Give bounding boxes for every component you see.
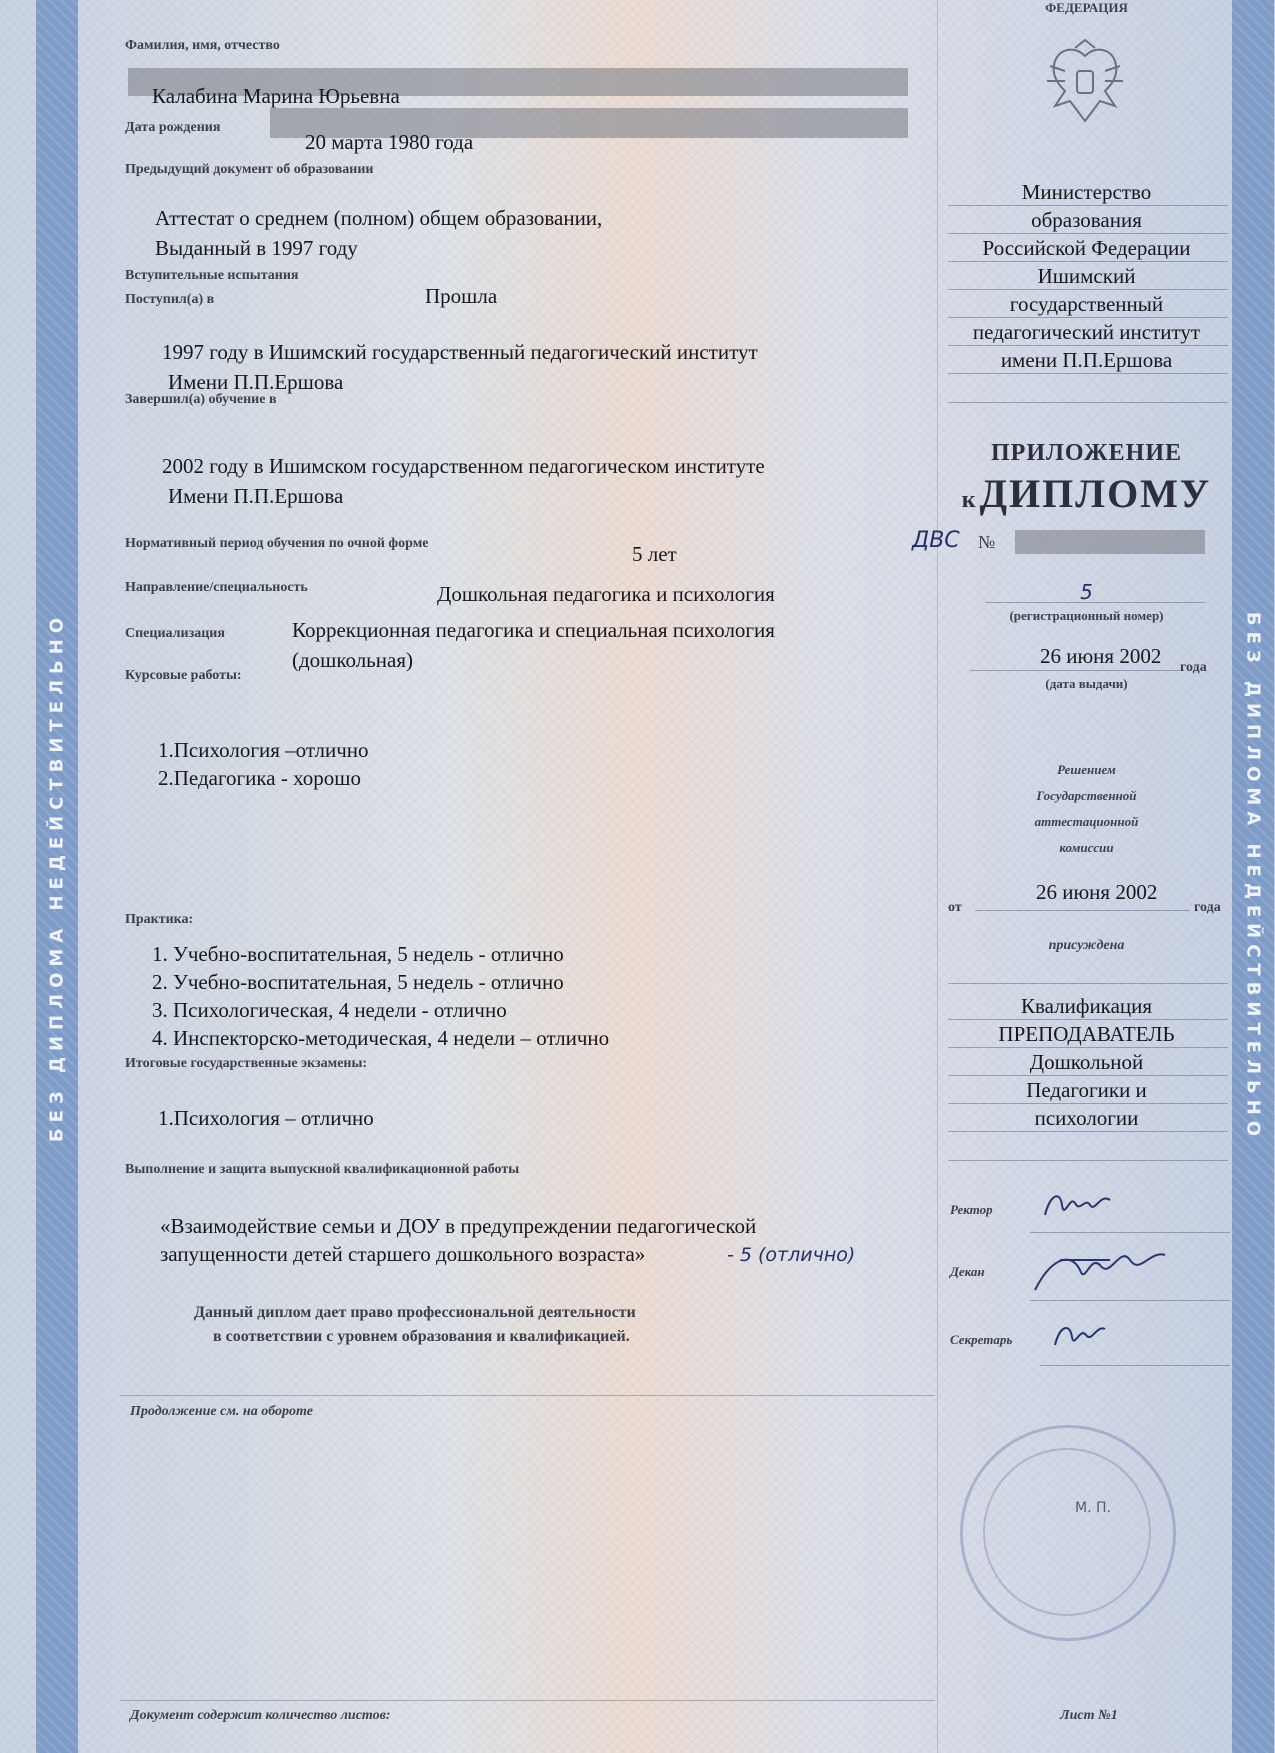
practice-label: Практика: [125, 912, 194, 927]
column-divider [937, 0, 938, 1753]
field-line [1040, 1365, 1230, 1366]
field-line [948, 373, 1228, 374]
field-line [985, 602, 1205, 603]
qualification-line: психологии [1034, 1106, 1139, 1130]
field-line [1030, 1232, 1230, 1233]
decision-line: комиссии [1059, 840, 1114, 855]
enrolled-line2: Имени П.П.Ершова [168, 370, 344, 394]
thesis-grade-handwritten: - 5 (отлично) [727, 1244, 856, 1266]
entrance-label: Вступительные испытания [125, 268, 299, 283]
decision-date: 26 июня 2002 [1036, 880, 1158, 904]
qualification-line: Дошкольной [1029, 1050, 1144, 1074]
practice-item: 3. Психологическая, 4 недели - отлично [152, 998, 507, 1022]
dob-value: 20 марта 1980 года [305, 130, 474, 154]
institution-line: государственный [1009, 292, 1164, 316]
from-word: от [948, 900, 962, 915]
institution-line: образования [1031, 208, 1142, 232]
field-line [948, 1047, 1228, 1048]
official-seal-inner-ring [983, 1448, 1151, 1616]
institution-line: Ишимский [1037, 264, 1136, 288]
period-label: Нормативный период обучения по очной форме [125, 536, 429, 551]
field-line [948, 1103, 1228, 1104]
decision-line: Государственной [1036, 788, 1137, 803]
issue-date-label: (дата выдачи) [1045, 676, 1128, 691]
rector-signature [1040, 1185, 1120, 1225]
decision-line: Решением [1057, 762, 1116, 777]
awarded-word: присуждена [1048, 938, 1125, 953]
coat-of-arms-emblem [1035, 36, 1135, 136]
direction-label: Направление/специальность [125, 580, 308, 595]
field-line [948, 205, 1228, 206]
institution-line: педагогический институт [972, 320, 1201, 344]
institution-line: Министерство [1021, 180, 1152, 204]
right-strip-text: БЕЗ ДИПЛОМА НЕДЕЙСТВИТЕЛЬНО [1242, 611, 1264, 1142]
prev-doc-label: Предыдущий документ об образовании [125, 162, 374, 177]
sheets-count-label: Документ содержит количество листов: [130, 1708, 391, 1723]
enrolled-line1: 1997 году в Ишимский государственный педагогический институт [162, 340, 758, 364]
thesis-label: Выполнение и защита выпускной квалификационной работы [125, 1162, 520, 1177]
diploma-number-redaction [1015, 530, 1205, 554]
appendix-diploma-word: ДИПЛОМУ [979, 471, 1212, 516]
coursework-item: 1.Психология –отлично [158, 738, 369, 762]
institution-line: Российской Федерации [982, 236, 1191, 260]
entrance-value: Прошла [425, 284, 498, 308]
field-line [948, 233, 1228, 234]
series-handwritten: ДВС [912, 528, 960, 553]
coursework-item: 2.Педагогика - хорошо [158, 766, 361, 790]
number-symbol: № [978, 532, 996, 552]
rights-line1: Данный диплом дает право профессиональной деятельности [194, 1304, 636, 1321]
appendix-k: к [961, 487, 976, 513]
field-line [948, 261, 1228, 262]
final-exam-item: 1.Психология – отлично [158, 1106, 374, 1130]
decision-line: аттестационной [1034, 814, 1139, 829]
right-security-strip [1232, 0, 1274, 1753]
stamp-place-label: М. П. [1075, 1500, 1111, 1516]
field-line [1030, 1300, 1230, 1301]
issue-date: 26 июня 2002 [1040, 644, 1162, 668]
qualification-line: Педагогики и [1026, 1078, 1147, 1102]
reg-number-label: (регистрационный номер) [1009, 608, 1164, 623]
prev-doc-line2: Выданный в 1997 году [155, 236, 358, 260]
prev-doc-line1: Аттестат о среднем (полном) общем образовании, [155, 206, 603, 230]
field-line [948, 1131, 1228, 1132]
period-value: 5 лет [632, 542, 677, 566]
field-line [975, 910, 1190, 911]
secretary-label: Секретарь [950, 1332, 1013, 1347]
specialization-line2: (дошкольная) [292, 648, 413, 672]
reg-number-handwritten: 5 [1080, 580, 1093, 604]
dob-label: Дата рождения [125, 120, 221, 135]
field-line [948, 983, 1228, 984]
practice-item: 1. Учебно-воспитательная, 5 недель - отлично [152, 942, 564, 966]
field-line [948, 1160, 1228, 1161]
field-line [948, 317, 1228, 318]
issue-year-word: года [1180, 660, 1207, 675]
thesis-line2: запущенности детей старшего дошкольного возраста» [160, 1242, 646, 1266]
footer-separator [120, 1395, 935, 1396]
finished-label: Завершил(а) обучение в [125, 392, 277, 407]
field-line [948, 402, 1228, 403]
coursework-label: Курсовые работы: [125, 668, 242, 683]
final-exams-label: Итоговые государственные экзамены: [125, 1056, 368, 1071]
dean-label: Декан [950, 1264, 985, 1279]
continuation-note: Продолжение см. на обороте [130, 1404, 313, 1419]
field-line [948, 1075, 1228, 1076]
appendix-title-line2 [945, 470, 1228, 517]
qualification-line: Квалификация [1020, 994, 1153, 1018]
thesis-line1: «Взаимодействие семьи и ДОУ в предупреждении педагогической [160, 1214, 757, 1238]
field-line [948, 1019, 1228, 1020]
footer-separator [120, 1700, 935, 1701]
decision-year-word: года [1194, 900, 1221, 915]
field-line [948, 345, 1228, 346]
direction-value: Дошкольная педагогика и психология [437, 582, 775, 606]
field-line [948, 289, 1228, 290]
official-seal [960, 1425, 1176, 1641]
practice-item: 2. Учебно-воспитательная, 5 недель - отлично [152, 970, 564, 994]
field-line [970, 670, 1180, 671]
qualification-line: ПРЕПОДАВАТЕЛЬ [998, 1022, 1175, 1046]
sheet-number: Лист №1 [1060, 1708, 1118, 1723]
rights-line2: в соответствии с уровнем образования и квалификацией. [213, 1328, 630, 1345]
secretary-signature [1050, 1315, 1110, 1355]
specialization-label: Специализация [125, 626, 225, 641]
fio-label: Фамилия, имя, отчество [125, 38, 280, 53]
institution-line: имени П.П.Ершова [1000, 348, 1173, 372]
practice-item: 4. Инспекторско-методическая, 4 недели – отлично [152, 1026, 610, 1050]
fio-value: Калабина Марина Юрьевна [152, 84, 400, 108]
left-strip-text: БЕЗ ДИПЛОМА НЕДЕЙСТВИТЕЛЬНО [46, 611, 68, 1142]
finished-line1: 2002 году в Ишимском государственном педагогическом институте [162, 454, 765, 478]
appendix-title-line1: ПРИЛОЖЕНИЕ [990, 440, 1183, 466]
rector-label: Ректор [950, 1202, 993, 1217]
left-security-strip [36, 0, 78, 1753]
federation-header: ФЕДЕРАЦИЯ [1045, 0, 1128, 15]
enrolled-label: Поступил(а) в [125, 292, 215, 307]
specialization-line1: Коррекционная педагогика и специальная психология [292, 618, 775, 642]
finished-line2: Имени П.П.Ершова [168, 484, 344, 508]
